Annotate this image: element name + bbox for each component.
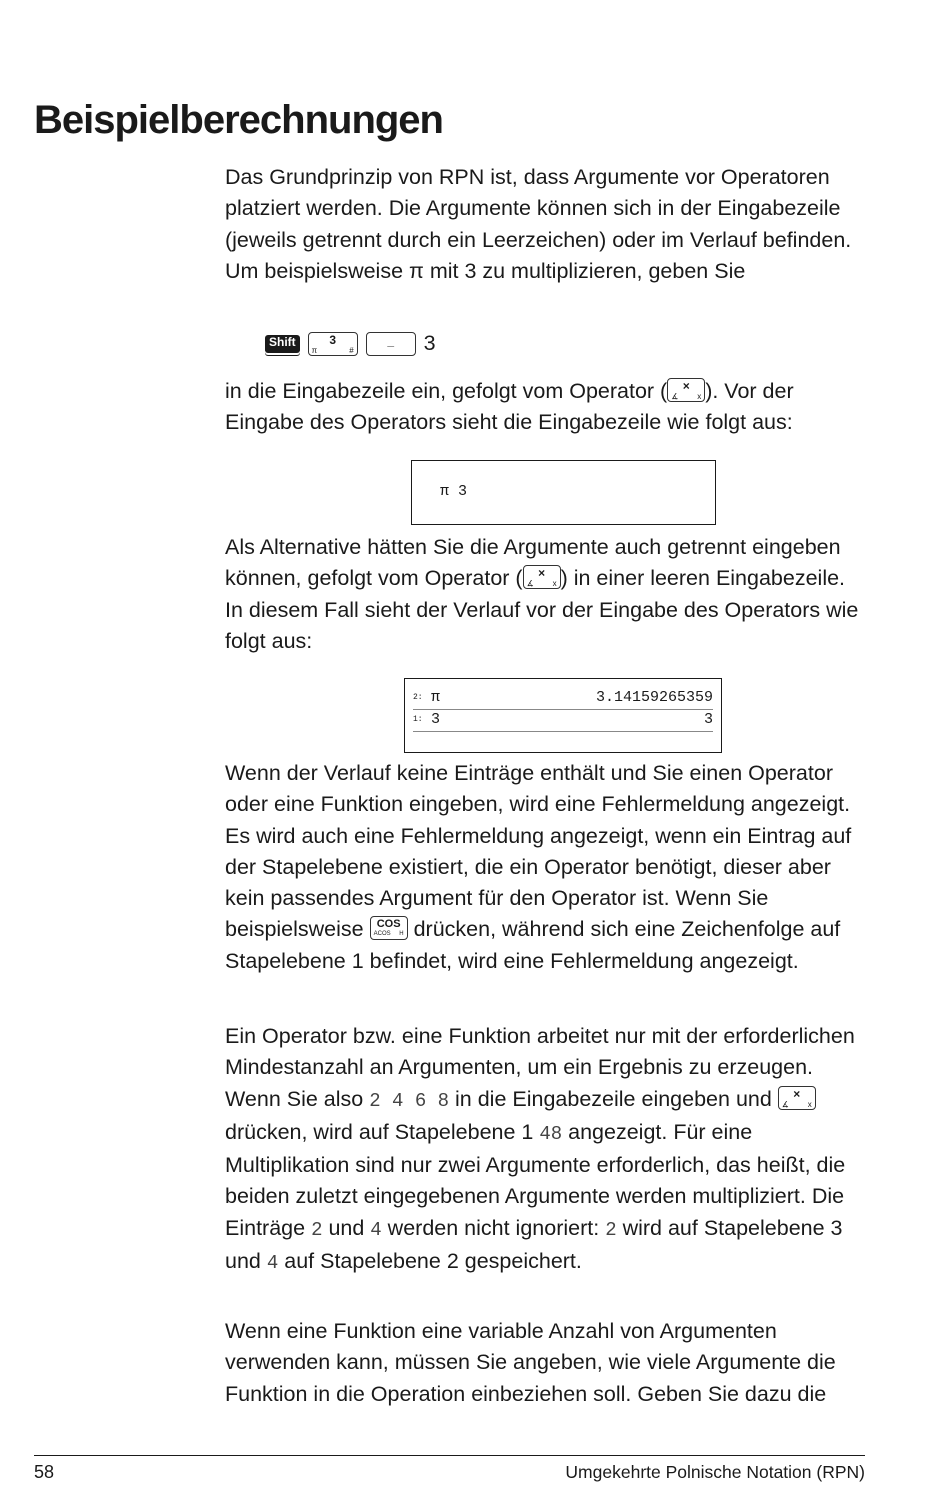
code-text: 4 [370, 1218, 382, 1241]
paragraph-text: und [322, 1215, 371, 1240]
code-text: 48 [539, 1122, 563, 1145]
keystroke-sequence [265, 331, 436, 356]
paragraph-arguments [225, 1021, 865, 1279]
multiply-key-icon: × ∡ x [667, 378, 705, 402]
paragraph-text: Das Grundprinzip von RPN ist, dass Argumente vor Operatoren platziert werden. Die Argumente können sich in der Eingabezeile (jeweils getrennt durch ein Leerzeichen) oder im Verlauf befinden. Um beispielsweise π mit 3 zu multiplizieren, geben Sie [225, 165, 852, 283]
history-object: π [431, 689, 441, 706]
history-screen [404, 678, 722, 753]
history-result: 3 [703, 711, 713, 728]
code-text: 2 [311, 1218, 323, 1241]
code-text: 4 [266, 1252, 279, 1275]
paragraph-text: Wenn der Verlauf keine Einträge enthält und Sie einen Operator oder eine Funktion eingeben, wird eine Fehlermeldung angezeigt. Es wird auch eine Fehlermeldung angezeigt, wenn ein Eintrag auf der Stapelebene existiert, die ein Operator benötigt, dieser aber kein passendes Argument für den Operator ist. Wenn Sie beispielsweise [225, 761, 852, 942]
history-row [413, 711, 713, 732]
paragraph-alternative [225, 532, 865, 657]
key-3-icon: 3 π # [308, 332, 358, 356]
paragraph-errors [225, 758, 865, 977]
history-result: 3.14159265359 [595, 689, 713, 706]
space-key-icon: _ [366, 332, 416, 356]
chapter-title: Umgekehrte Polnische Notation (RPN) [565, 1462, 865, 1482]
history-row [413, 689, 713, 710]
code-text: 2 4 6 8 [369, 1089, 450, 1112]
paragraph-text: ) in einer leeren Eingabezeile. In diesem Fall sieht der Verlauf vor der Eingabe des Operators wie folgt aus: [225, 566, 859, 653]
paragraph-variable-args [225, 1316, 865, 1410]
cos-key-icon: COS ACOS H [370, 916, 408, 940]
paragraph-text: werden nicht ignoriert: [381, 1215, 606, 1240]
paragraph-intro [225, 162, 865, 287]
paragraph-text: drücken, wird auf Stapelebene 1 [225, 1119, 540, 1144]
entry-line-screen [411, 460, 716, 525]
history-object: 3 [431, 711, 441, 728]
footer-rule [34, 1455, 865, 1456]
entry-line-text: π 3 [440, 483, 468, 500]
page-heading: Beispielberechnungen [34, 98, 443, 142]
multiply-key-icon: × ∡ x [523, 565, 561, 589]
shift-key-icon: Shift [265, 335, 300, 353]
digit-text: 3 [423, 331, 436, 355]
code-text: 2 [605, 1218, 617, 1241]
paragraph-operator [225, 376, 865, 439]
paragraph-text: wird auf Stapelebene 3 und [225, 1215, 843, 1274]
multiply-key-icon: × ∡ x [778, 1086, 816, 1110]
paragraph-text: angezeigt. Für eine Multiplikation sind nur zwei Argumente erforderlich, das heißt, die beiden zuletzt eingegebenen Argumente werden multipliziert. Die Einträge [225, 1119, 846, 1240]
stack-level: 2: [413, 693, 423, 702]
paragraph-text: Ein Operator bzw. eine Funktion arbeitet nur mit der erforderlichen Mindestanzahl an Argumenten, um ein Ergebnis zu erzeugen. Wenn Sie also [225, 1024, 855, 1111]
page-number: 58 [34, 1462, 55, 1482]
paragraph-text: Als Alternative hätten Sie die Argumente auch getrennt eingeben können, gefolgt vom Operator ( [225, 535, 841, 591]
stack-level: 1: [413, 715, 423, 724]
paragraph-text: ). Vor der Eingabe des Operators sieht die Eingabezeile wie folgt aus: [225, 379, 794, 435]
paragraph-text: auf Stapelebene 2 gespeichert. [278, 1249, 582, 1274]
paragraph-text: drücken, während sich eine Zeichenfolge auf Stapelebene 1 befindet, wird eine Fehlermeldung angezeigt. [225, 917, 841, 973]
paragraph-text: Wenn eine Funktion eine variable Anzahl von Argumenten verwenden kann, müssen Sie angeben, wie viele Argumente die Funktion in die Operation einbeziehen soll. Geben Sie dazu die [225, 1319, 836, 1406]
paragraph-text: in die Eingabezeile ein, gefolgt vom Operator ( [225, 379, 668, 403]
paragraph-text: in die Eingabezeile eingeben und [449, 1086, 778, 1111]
